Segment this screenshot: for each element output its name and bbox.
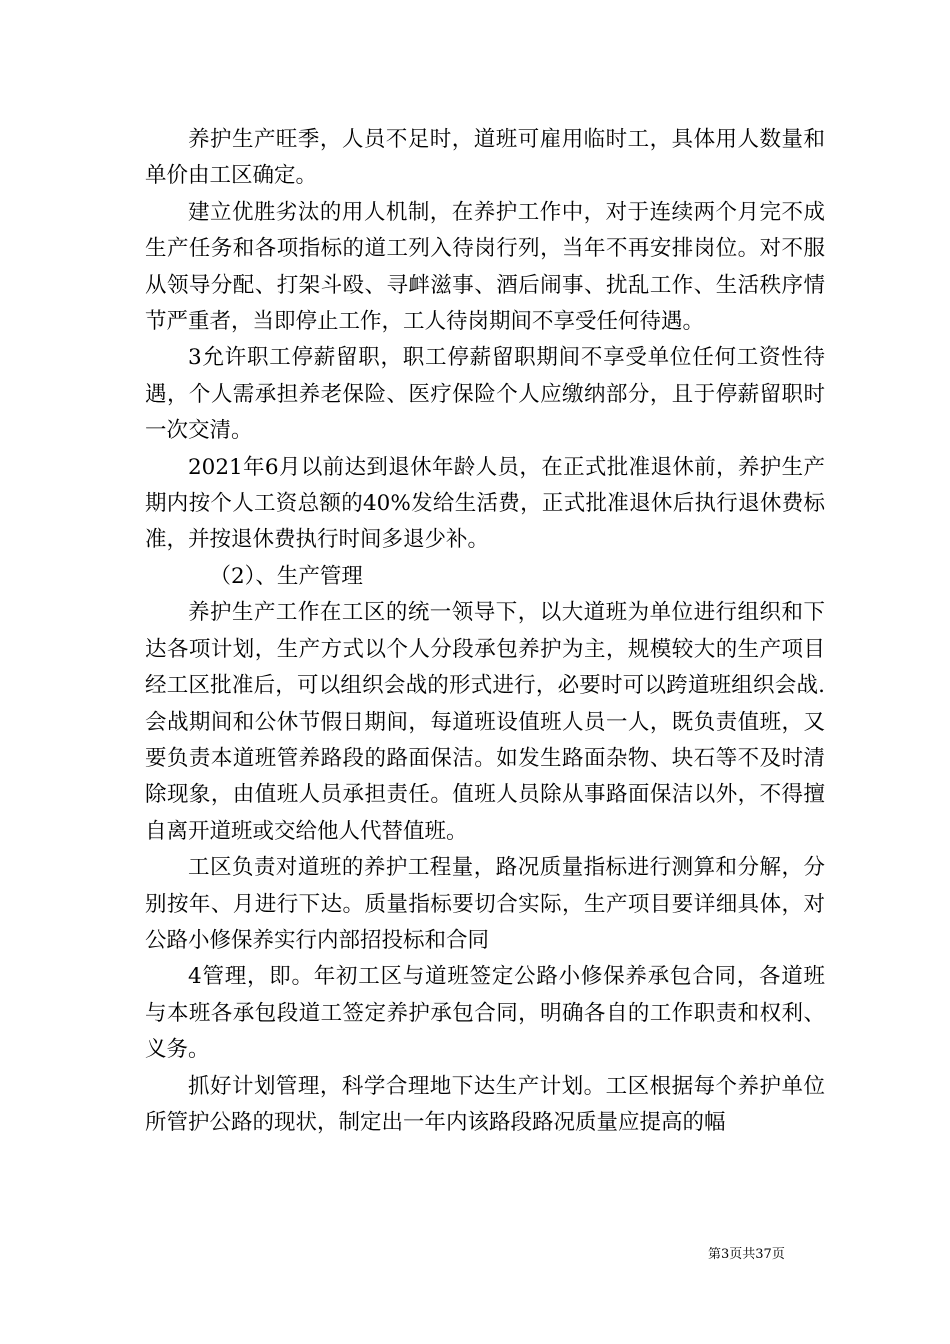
paragraph-employment-mechanism: 建立优胜劣汰的用人机制，在养护工作中，对于连续两个月完不成生产任务和各项指标的道工列入待岗行列，当年不再安排岗位。对不服从领导分配、打架斗殴、寻衅滋事、酒后闹事、扰乱工作、生活秩序情节严重者，当即停止工作，工人待岗期间不享受任何待遇。 (145, 199, 825, 335)
page-number-footer: 第3页共37页 (708, 1247, 785, 1262)
paragraph-retirement: 2021年6月以前达到退休年龄人员，在正式批准退休前，养护生产期内按个人工资总额的40%发给生活费，正式批准退休后执行退休费标准，并按退休费执行时间多退少补。 (145, 454, 825, 553)
paragraph-unpaid-leave: 3允许职工停薪留职，职工停薪留职期间不享受单位任何工资性待遇，个人需承担养老保险、医疗保险个人应缴纳部分，且于停薪留职时一次交清。 (145, 345, 825, 444)
paragraph-plan-management: 抓好计划管理，科学合理地下达生产计划。工区根据每个养护单位所管护公路的现状，制定出一年内该路段路况质量应提高的幅 (145, 1073, 825, 1135)
paragraph-quality-indicators: 工区负责对道班的养护工程量，路况质量指标进行测算和分解，分别按年、月进行下达。质量指标要切合实际，生产项目要详细具体，对公路小修保养实行内部招投标和合同 (145, 855, 825, 953)
paragraph-contract-management: 4管理，即。年初工区与道班签定公路小修保养承包合同，各道班与本班各承包段道工签定养护承包合同，明确各自的工作职责和权利、义务。 (145, 964, 825, 1063)
section-heading-production-management: （2）、生产管理 (209, 563, 363, 589)
paragraph-production-organization: 养护生产工作在工区的统一领导下，以大道班为单位进行组织和下达各项计划，生产方式以个人分段承包养护为主，规模较大的生产项目经工区批准后，可以组织会战的形式进行，必要时可以跨道班组织会战.会战期间和公休节假日期间，每道班设值班人员一人，既负责值班，又要负责本道班管养路段的路面保洁。如发生路面杂物、块石等不及时清除现象，由值班人员承担责任。值班人员除从事路面保洁以外，不得擅自离开道班或交给他人代替值班。 (145, 600, 825, 844)
document-body (145, 122, 825, 1141)
paragraph-temporary-workers: 养护生产旺季，人员不足时，道班可雇用临时工，具体用人数量和单价由工区确定。 (145, 127, 825, 189)
